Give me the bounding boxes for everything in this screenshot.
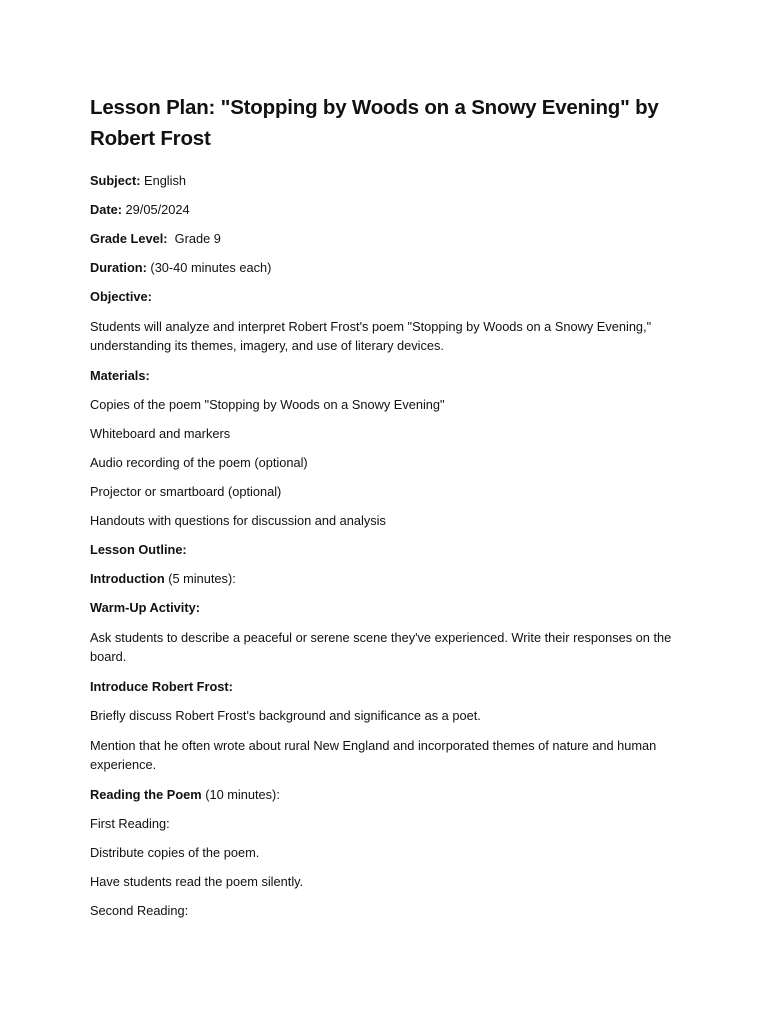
subject-label: Subject: xyxy=(90,173,141,188)
materials-heading xyxy=(90,367,680,384)
material-item: Handouts with questions for discussion and analysis xyxy=(90,513,386,528)
objective-text: Students will analyze and interpret Robert Frost's poem "Stopping by Woods on a Snowy Evening," understanding its themes, imagery, and use of literary devices. xyxy=(90,319,652,353)
reading-line xyxy=(90,786,680,803)
warmup-heading-text: Warm-Up Activity: xyxy=(90,600,200,615)
reading-item: First Reading: xyxy=(90,816,170,831)
materials-heading-text: Materials: xyxy=(90,368,150,383)
duration-value: (30-40 minutes each) xyxy=(146,260,272,275)
introduce-item: Mention that he often wrote about rural New England and incorporated themes of nature and human experience. xyxy=(90,738,657,772)
lesson-outline-heading xyxy=(90,541,680,558)
grade-label: Grade Level: xyxy=(90,231,168,246)
date-label: Date: xyxy=(90,202,122,217)
reading-time: (10 minutes): xyxy=(201,787,280,802)
objective-heading xyxy=(90,288,680,305)
introduce-frost-heading xyxy=(90,678,680,695)
duration-line xyxy=(90,259,680,276)
lesson-outline-heading-text: Lesson Outline: xyxy=(90,542,187,557)
duration-label: Duration: xyxy=(90,260,147,275)
material-item: Audio recording of the poem (optional) xyxy=(90,455,308,470)
warmup-text: Ask students to describe a peaceful or serene scene they've experienced. Write their responses on the board. xyxy=(90,630,672,664)
document-page xyxy=(90,92,680,931)
reading-item: Second Reading: xyxy=(90,903,189,918)
objective-heading-text: Objective: xyxy=(90,289,152,304)
page-title: Lesson Plan: "Stopping by Woods on a Snowy Evening" by Robert Frost xyxy=(90,96,659,150)
material-item: Whiteboard and markers xyxy=(90,426,231,441)
grade-line xyxy=(90,230,680,247)
introduction-line xyxy=(90,570,680,587)
subject-line xyxy=(90,172,680,189)
subject-value: English xyxy=(140,173,187,188)
reading-item: Have students read the poem silently. xyxy=(90,874,304,889)
reading-item: Distribute copies of the poem. xyxy=(90,845,260,860)
reading-label: Reading the Poem xyxy=(90,787,202,802)
material-item: Projector or smartboard (optional) xyxy=(90,484,282,499)
introduction-label: Introduction xyxy=(90,571,165,586)
date-value: 29/05/2024 xyxy=(122,202,190,217)
introduce-item: Briefly discuss Robert Frost's background and significance as a poet. xyxy=(90,708,481,723)
date-line xyxy=(90,201,680,218)
warmup-heading xyxy=(90,599,680,616)
material-item: Copies of the poem "Stopping by Woods on a Snowy Evening" xyxy=(90,397,445,412)
introduce-frost-heading-text: Introduce Robert Frost: xyxy=(90,679,233,694)
grade-value: Grade 9 xyxy=(167,231,221,246)
introduction-time: (5 minutes): xyxy=(164,571,236,586)
